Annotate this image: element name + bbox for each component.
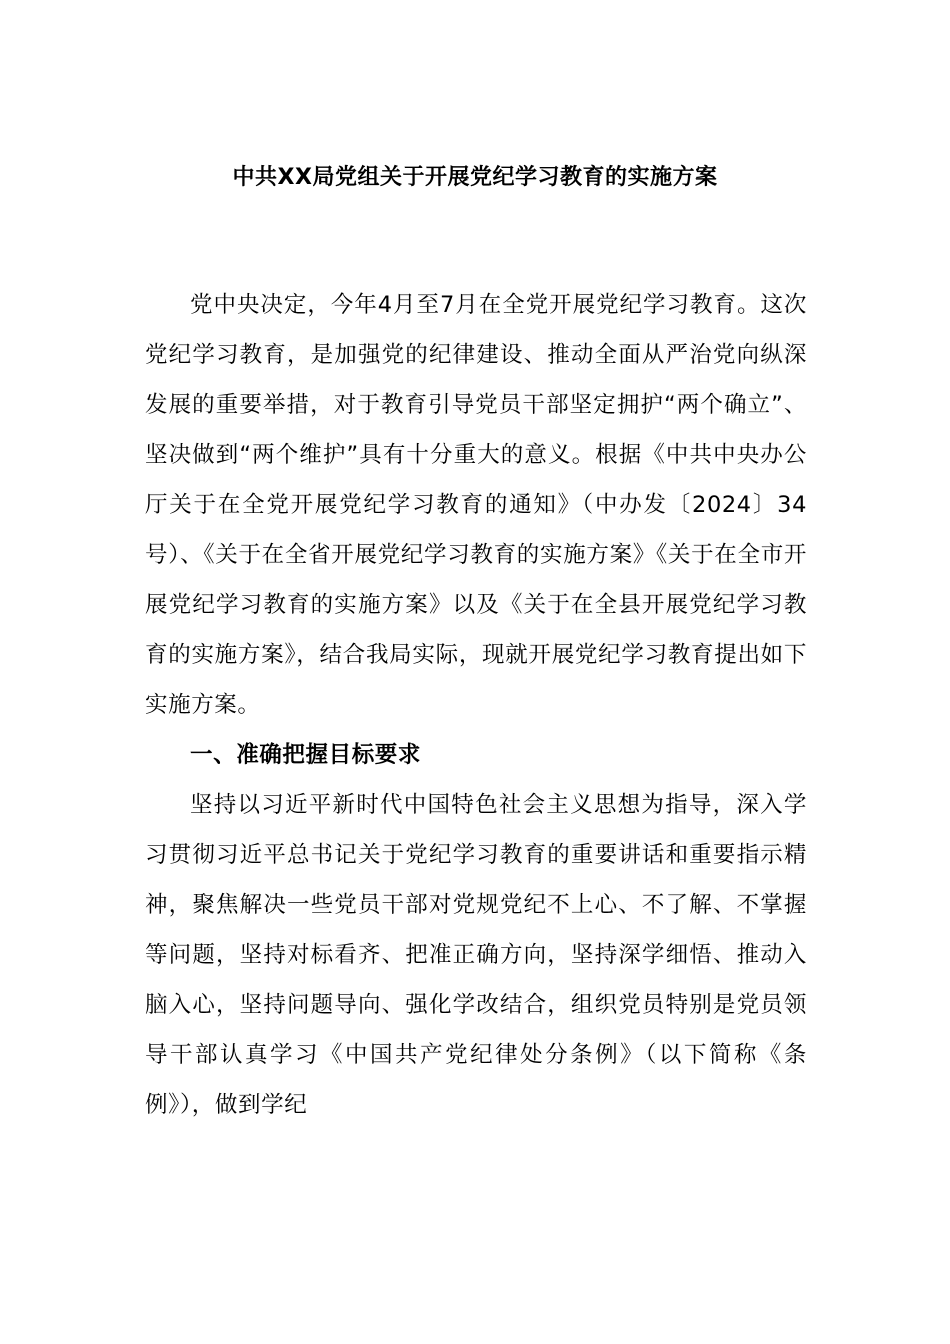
intro-paragraph: 党中央决定，今年4月至7月在全党开展党纪学习教育。这次党纪学习教育，是加强党的纪律建设、推动全面从严治党向纵深发展的重要举措，对于教育引导党员干部坚定拥护“两个确立”、坚决做到“两个维护”具有十分重大的意义。根据《中共中央办公厅关于在全党开展党纪学习教育的通知》（中办发〔2024〕34号）、《关于在全省开展党纪学习教育的实施方案》《关于在全市开展党纪学习教育的实施方案》以及《关于在全县开展党纪学习教育的实施方案》，结合我局实际，现就开展党纪学习教育提出如下实施方案。 xyxy=(145,292,807,718)
section-heading-1: 一、准确把握目标要求 xyxy=(190,742,422,768)
document-body xyxy=(145,280,807,1130)
document-title: 中共XX局党组关于开展党纪学习教育的实施方案 xyxy=(232,165,718,190)
section-1-paragraph: 坚持以习近平新时代中国特色社会主义思想为指导，深入学习贯彻习近平总书记关于党纪学习教育的重要讲话和重要指示精神，聚焦解决一些党员干部对党规党纪不上心、不了解、不掌握等问题，坚持对标看齐、把准正确方向，坚持深学细悟、推动入脑入心，坚持问题导向、强化学改结合，组织党员特别是党员领导干部认真学习《中国共产党纪律处分条例》（以下简称《条例》），做到学纪 xyxy=(145,792,807,1118)
